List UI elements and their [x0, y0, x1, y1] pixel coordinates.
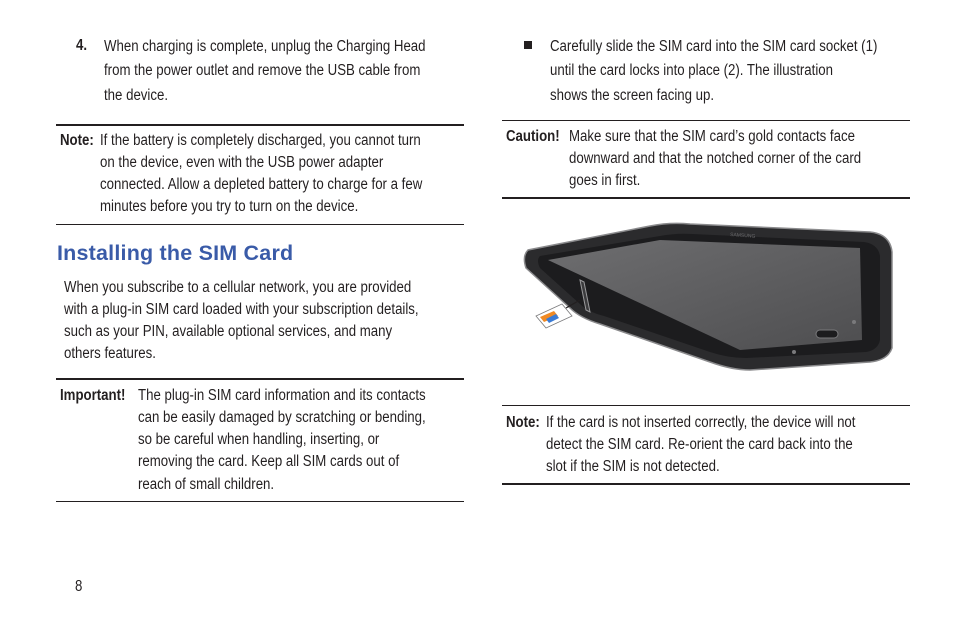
caution-top-rule	[502, 120, 910, 121]
caution-line: goes in first.	[569, 172, 641, 189]
step-4-text	[104, 35, 478, 109]
important-line: The plug-in SIM card information and its contacts	[138, 387, 426, 404]
back-key-icon	[852, 320, 856, 324]
important-label: Important!	[60, 387, 126, 404]
important-line: can be easily damaged by scratching or bending,	[138, 409, 426, 426]
important-line: removing the card. Keep all SIM cards out of	[138, 453, 400, 470]
bullet-1-text	[550, 35, 931, 109]
bullet-square-icon	[524, 41, 532, 49]
note-1-top-rule	[56, 124, 464, 126]
section-body-line: others features.	[64, 345, 156, 362]
important-line: so be careful when handling, inserting, or	[138, 431, 380, 448]
note-1-line: connected. Allow a depleted battery to charge for a few	[100, 176, 423, 193]
section-body	[64, 277, 476, 365]
caution-line: Make sure that the SIM card’s gold contacts face	[569, 128, 855, 145]
section-title: Installing the SIM Card	[57, 241, 294, 265]
important-text	[138, 385, 473, 497]
section-body-line: such as your PIN, available optional services, and many	[64, 323, 393, 340]
note-2-bottom-rule	[502, 483, 910, 485]
step-4-line: the device.	[104, 87, 169, 104]
bullet-1-line: shows the screen facing up.	[550, 87, 715, 104]
important-top-rule	[56, 378, 464, 380]
section-body-line: with a plug-in SIM card loaded with your subscription details,	[64, 301, 419, 318]
note-2-label: Note:	[506, 414, 540, 431]
caution-label: Caution!	[506, 128, 560, 145]
note-1-line: If the battery is completely discharged, you cannot turn	[100, 132, 421, 149]
caution-bottom-rule	[502, 197, 910, 199]
note-2-text	[546, 412, 906, 478]
note-1-label: Note:	[60, 132, 94, 149]
brand-mark: SAMSUNG	[729, 232, 756, 240]
caution-text	[569, 126, 909, 192]
step-4-line: When charging is complete, unplug the Charging Head	[104, 38, 426, 55]
home-button-icon	[816, 330, 838, 338]
sim-insertion-illustration	[510, 212, 900, 382]
step-4-line: from the power outlet and remove the USB cable from	[104, 62, 421, 79]
section-body-line: When you subscribe to a cellular network, you are provided	[64, 279, 412, 296]
page-number: 8	[75, 578, 83, 595]
important-line: reach of small children.	[138, 476, 275, 493]
note-1-text	[100, 130, 475, 218]
note-1-bottom-rule	[56, 224, 464, 225]
bullet-1-line: until the card locks into place (2). The illustration	[550, 62, 834, 79]
note-2-line: If the card is not inserted correctly, the device will not	[546, 414, 856, 431]
note-1-line: on the device, even with the USB power adapter	[100, 154, 384, 171]
caution-line: downward and that the notched corner of the card	[569, 150, 862, 167]
menu-key-icon	[792, 350, 796, 354]
note-2-line: detect the SIM card. Re-orient the card back into the	[546, 436, 853, 453]
note-2-line: slot if the SIM is not detected.	[546, 458, 720, 475]
bullet-1-line: Carefully slide the SIM card into the SIM card socket (1)	[550, 38, 878, 55]
note-2-top-rule	[502, 405, 910, 406]
important-bottom-rule	[56, 501, 464, 502]
step-4-number: 4.	[76, 37, 88, 54]
note-1-line: minutes before you try to turn on the device.	[100, 198, 359, 215]
